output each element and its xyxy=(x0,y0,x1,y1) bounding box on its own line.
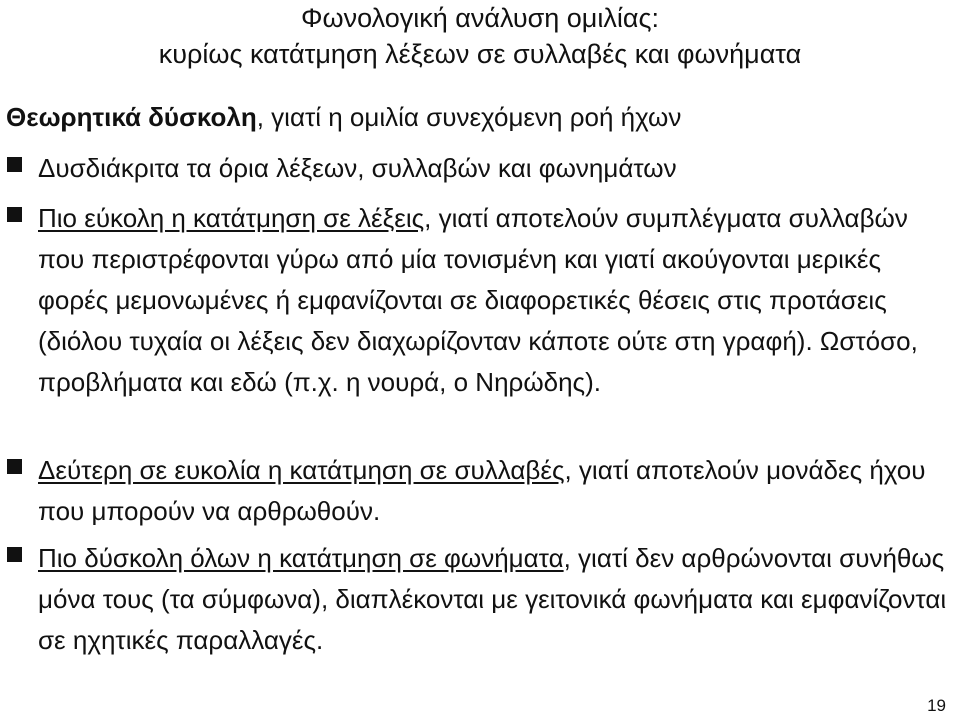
intro-text: , γιατί η ομιλία συνεχόμενη ροή ήχων xyxy=(256,102,682,132)
intro-bold-text: Θεωρητικά δύσκολη xyxy=(6,102,257,132)
square-bullet-icon xyxy=(7,207,22,222)
bullet-text-body: , γιατί αποτελούν μονάδες ήχου που μπορούν να αρθρωθούν. xyxy=(38,455,926,526)
slide-title-line-1: Φωνολογική ανάλυση ομιλίας: xyxy=(301,3,659,33)
bullet-text xyxy=(38,148,950,189)
bullet-text-body: , γιατί δεν αρθρώνονται συνήθως μόνα τους (τα σύμφωνα), διαπλέκονται με γειτονικά φωνήματα και εμφανίζονται σε ηχητικές παραλλαγές. xyxy=(38,543,947,655)
square-bullet-icon xyxy=(7,547,22,562)
bullet-underlined-text: Δεύτερη σε ευκολία η κατάτμηση σε συλλαβές xyxy=(38,455,565,485)
bullet-underlined-text: Πιο δύσκολη όλων η κατάτμηση σε φωνήματα xyxy=(38,543,564,573)
page-number: 19 xyxy=(927,696,946,715)
bullet-text-body: Δυσδιάκριτα τα όρια λέξεων, συλλαβών και φωνημάτων xyxy=(38,153,677,183)
bullet-text xyxy=(38,538,950,661)
bullet-text-body: , γιατί αποτελούν συμπλέγματα συλλαβών που περιστρέφονται γύρω από μία τονισμένη και γιατί ακούγονται μερικές φορές μεμονωμένες ή εμφανίζονται σε διαφορετικές θέσεις στις προτάσεις (διόλου τυχαία οι λέξεις δεν διαχωρίζονταν κάποτε ούτε στη γραφή). Ωστόσο, προβλήματα και εδώ (π.χ. η νουρά, ο Νηρώδης). xyxy=(38,203,918,397)
square-bullet-icon xyxy=(7,157,22,172)
bullet-text xyxy=(38,450,950,532)
intro-line xyxy=(6,100,946,134)
bullet-underlined-text: Πιο εύκολη η κατάτμηση σε λέξεις xyxy=(38,203,425,233)
bullet-text xyxy=(38,198,950,403)
square-bullet-icon xyxy=(7,459,22,474)
slide-title-line-2: κυρίως κατάτμηση λέξεων σε συλλαβές και φωνήματα xyxy=(158,39,802,69)
